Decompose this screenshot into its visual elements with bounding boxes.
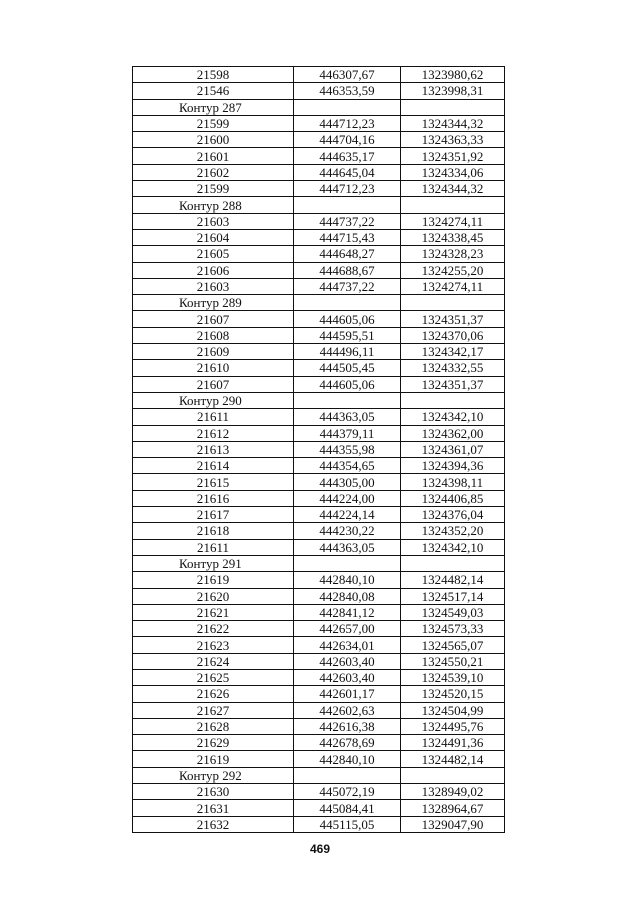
table-row — [133, 507, 505, 523]
point-id-cell: 21612 — [133, 425, 294, 441]
table-row — [133, 262, 505, 278]
y-coordinate-cell: 1324255,20 — [401, 262, 505, 278]
table-row — [133, 246, 505, 262]
y-coordinate-cell: 1324351,37 — [401, 376, 505, 392]
point-id-cell: 21611 — [133, 409, 294, 425]
empty-cell — [401, 555, 505, 571]
table-row — [133, 409, 505, 425]
contour-header-row — [133, 295, 505, 311]
x-coordinate-cell: 442634,01 — [294, 637, 401, 653]
x-coordinate-cell: 442840,08 — [294, 588, 401, 604]
y-coordinate-cell: 1324491,36 — [401, 735, 505, 751]
x-coordinate-cell: 442678,69 — [294, 735, 401, 751]
point-id-cell: 21631 — [133, 800, 294, 816]
x-coordinate-cell: 444737,22 — [294, 213, 401, 229]
x-coordinate-cell: 444704,16 — [294, 132, 401, 148]
point-id-cell: 21630 — [133, 784, 294, 800]
page-number: 469 — [309, 842, 331, 856]
point-id-cell: 21605 — [133, 246, 294, 262]
table-row — [133, 816, 505, 832]
table-row — [133, 572, 505, 588]
table-row — [133, 784, 505, 800]
x-coordinate-cell: 444230,22 — [294, 523, 401, 539]
y-coordinate-cell: 1324406,85 — [401, 490, 505, 506]
y-coordinate-cell: 1328964,67 — [401, 800, 505, 816]
coordinates-table-body — [133, 67, 505, 833]
table-row — [133, 425, 505, 441]
y-coordinate-cell: 1324370,06 — [401, 327, 505, 343]
table-row — [133, 523, 505, 539]
table-row — [133, 181, 505, 197]
x-coordinate-cell: 444712,23 — [294, 181, 401, 197]
point-id-cell: 21546 — [133, 83, 294, 99]
point-id-cell: 21613 — [133, 441, 294, 457]
point-id-cell: 21626 — [133, 686, 294, 702]
x-coordinate-cell: 444496,11 — [294, 344, 401, 360]
point-id-cell: 21598 — [133, 67, 294, 83]
y-coordinate-cell: 1324517,14 — [401, 588, 505, 604]
point-id-cell: 21602 — [133, 164, 294, 180]
contour-header-row — [133, 99, 505, 115]
table-row — [133, 67, 505, 83]
x-coordinate-cell: 445115,05 — [294, 816, 401, 832]
y-coordinate-cell: 1324482,14 — [401, 751, 505, 767]
point-id-cell: 21629 — [133, 735, 294, 751]
table-row — [133, 148, 505, 164]
y-coordinate-cell: 1324344,32 — [401, 181, 505, 197]
y-coordinate-cell: 1324362,00 — [401, 425, 505, 441]
y-coordinate-cell: 1324539,10 — [401, 669, 505, 685]
x-coordinate-cell: 444224,00 — [294, 490, 401, 506]
x-coordinate-cell: 444363,05 — [294, 409, 401, 425]
x-coordinate-cell: 444605,06 — [294, 311, 401, 327]
table-row — [133, 344, 505, 360]
table-row — [133, 164, 505, 180]
y-coordinate-cell: 1328949,02 — [401, 784, 505, 800]
y-coordinate-cell: 1324394,36 — [401, 458, 505, 474]
x-coordinate-cell: 444305,00 — [294, 474, 401, 490]
contour-header-row — [133, 767, 505, 783]
empty-cell — [401, 392, 505, 408]
empty-cell — [294, 99, 401, 115]
table-row — [133, 311, 505, 327]
x-coordinate-cell: 442841,12 — [294, 604, 401, 620]
empty-cell — [401, 99, 505, 115]
y-coordinate-cell: 1324351,92 — [401, 148, 505, 164]
y-coordinate-cell: 1324495,76 — [401, 718, 505, 734]
point-id-cell: 21601 — [133, 148, 294, 164]
contour-label: Контур 292 — [133, 767, 294, 783]
point-id-cell: 21617 — [133, 507, 294, 523]
point-id-cell: 21615 — [133, 474, 294, 490]
contour-header-row — [133, 555, 505, 571]
empty-cell — [401, 295, 505, 311]
y-coordinate-cell: 1324328,23 — [401, 246, 505, 262]
point-id-cell: 21607 — [133, 376, 294, 392]
table-row — [133, 115, 505, 131]
table-row — [133, 360, 505, 376]
table-row — [133, 735, 505, 751]
y-coordinate-cell: 1324342,10 — [401, 409, 505, 425]
point-id-cell: 21619 — [133, 572, 294, 588]
point-id-cell: 21627 — [133, 702, 294, 718]
contour-header-row — [133, 197, 505, 213]
table-row — [133, 376, 505, 392]
point-id-cell: 21599 — [133, 181, 294, 197]
table-row — [133, 539, 505, 555]
x-coordinate-cell: 444224,14 — [294, 507, 401, 523]
empty-cell — [294, 392, 401, 408]
table-row — [133, 604, 505, 620]
point-id-cell: 21604 — [133, 229, 294, 245]
table-row — [133, 718, 505, 734]
empty-cell — [294, 197, 401, 213]
point-id-cell: 21624 — [133, 653, 294, 669]
x-coordinate-cell: 444712,23 — [294, 115, 401, 131]
point-id-cell: 21603 — [133, 278, 294, 294]
x-coordinate-cell: 442603,40 — [294, 653, 401, 669]
point-id-cell: 21622 — [133, 621, 294, 637]
y-coordinate-cell: 1324550,21 — [401, 653, 505, 669]
table-row — [133, 653, 505, 669]
point-id-cell: 21606 — [133, 262, 294, 278]
table-row — [133, 458, 505, 474]
x-coordinate-cell: 444505,45 — [294, 360, 401, 376]
table-row — [133, 278, 505, 294]
y-coordinate-cell: 1329047,90 — [401, 816, 505, 832]
x-coordinate-cell: 444737,22 — [294, 278, 401, 294]
y-coordinate-cell: 1324565,07 — [401, 637, 505, 653]
point-id-cell: 21607 — [133, 311, 294, 327]
x-coordinate-cell: 444363,05 — [294, 539, 401, 555]
point-id-cell: 21609 — [133, 344, 294, 360]
y-coordinate-cell: 1324352,20 — [401, 523, 505, 539]
x-coordinate-cell: 446353,59 — [294, 83, 401, 99]
table-row — [133, 637, 505, 653]
x-coordinate-cell: 442840,10 — [294, 751, 401, 767]
x-coordinate-cell: 444379,11 — [294, 425, 401, 441]
y-coordinate-cell: 1323980,62 — [401, 67, 505, 83]
y-coordinate-cell: 1324361,07 — [401, 441, 505, 457]
point-id-cell: 21603 — [133, 213, 294, 229]
point-id-cell: 21628 — [133, 718, 294, 734]
x-coordinate-cell: 444355,98 — [294, 441, 401, 457]
y-coordinate-cell: 1324342,17 — [401, 344, 505, 360]
y-coordinate-cell: 1324398,11 — [401, 474, 505, 490]
y-coordinate-cell: 1324274,11 — [401, 213, 505, 229]
point-id-cell: 21621 — [133, 604, 294, 620]
x-coordinate-cell: 442603,40 — [294, 669, 401, 685]
table-row — [133, 229, 505, 245]
contour-label: Контур 291 — [133, 555, 294, 571]
table-row — [133, 621, 505, 637]
x-coordinate-cell: 444635,17 — [294, 148, 401, 164]
table-row — [133, 588, 505, 604]
contour-label: Контур 287 — [133, 99, 294, 115]
empty-cell — [294, 767, 401, 783]
point-id-cell: 21632 — [133, 816, 294, 832]
y-coordinate-cell: 1324520,15 — [401, 686, 505, 702]
point-id-cell: 21619 — [133, 751, 294, 767]
x-coordinate-cell: 444648,27 — [294, 246, 401, 262]
empty-cell — [401, 197, 505, 213]
point-id-cell: 21616 — [133, 490, 294, 506]
y-coordinate-cell: 1324274,11 — [401, 278, 505, 294]
table-row — [133, 751, 505, 767]
table-row — [133, 441, 505, 457]
table-row — [133, 702, 505, 718]
point-id-cell: 21623 — [133, 637, 294, 653]
x-coordinate-cell: 444645,04 — [294, 164, 401, 180]
empty-cell — [294, 555, 401, 571]
x-coordinate-cell: 442602,63 — [294, 702, 401, 718]
y-coordinate-cell: 1324344,32 — [401, 115, 505, 131]
x-coordinate-cell: 445084,41 — [294, 800, 401, 816]
x-coordinate-cell: 445072,19 — [294, 784, 401, 800]
point-id-cell: 21618 — [133, 523, 294, 539]
y-coordinate-cell: 1324504,99 — [401, 702, 505, 718]
contour-label: Контур 289 — [133, 295, 294, 311]
coordinates-table — [132, 66, 505, 833]
x-coordinate-cell: 442657,00 — [294, 621, 401, 637]
x-coordinate-cell: 442840,10 — [294, 572, 401, 588]
point-id-cell: 21611 — [133, 539, 294, 555]
x-coordinate-cell: 442601,17 — [294, 686, 401, 702]
x-coordinate-cell: 444715,43 — [294, 229, 401, 245]
table-row — [133, 800, 505, 816]
table-row — [133, 132, 505, 148]
point-id-cell: 21610 — [133, 360, 294, 376]
table-row — [133, 213, 505, 229]
table-row — [133, 474, 505, 490]
table-row — [133, 490, 505, 506]
y-coordinate-cell: 1323998,31 — [401, 83, 505, 99]
x-coordinate-cell: 444605,06 — [294, 376, 401, 392]
empty-cell — [294, 295, 401, 311]
x-coordinate-cell: 446307,67 — [294, 67, 401, 83]
y-coordinate-cell: 1324351,37 — [401, 311, 505, 327]
y-coordinate-cell: 1324376,04 — [401, 507, 505, 523]
x-coordinate-cell: 442616,38 — [294, 718, 401, 734]
y-coordinate-cell: 1324549,03 — [401, 604, 505, 620]
empty-cell — [401, 767, 505, 783]
y-coordinate-cell: 1324363,33 — [401, 132, 505, 148]
y-coordinate-cell: 1324573,33 — [401, 621, 505, 637]
y-coordinate-cell: 1324482,14 — [401, 572, 505, 588]
y-coordinate-cell: 1324338,45 — [401, 229, 505, 245]
table-row — [133, 83, 505, 99]
table-row — [133, 327, 505, 343]
point-id-cell: 21608 — [133, 327, 294, 343]
x-coordinate-cell: 444595,51 — [294, 327, 401, 343]
y-coordinate-cell: 1324342,10 — [401, 539, 505, 555]
table-row — [133, 669, 505, 685]
point-id-cell: 21620 — [133, 588, 294, 604]
point-id-cell: 21600 — [133, 132, 294, 148]
contour-label: Контур 290 — [133, 392, 294, 408]
table-row — [133, 686, 505, 702]
point-id-cell: 21599 — [133, 115, 294, 131]
x-coordinate-cell: 444688,67 — [294, 262, 401, 278]
x-coordinate-cell: 444354,65 — [294, 458, 401, 474]
point-id-cell: 21625 — [133, 669, 294, 685]
contour-header-row — [133, 392, 505, 408]
y-coordinate-cell: 1324334,06 — [401, 164, 505, 180]
contour-label: Контур 288 — [133, 197, 294, 213]
y-coordinate-cell: 1324332,55 — [401, 360, 505, 376]
point-id-cell: 21614 — [133, 458, 294, 474]
